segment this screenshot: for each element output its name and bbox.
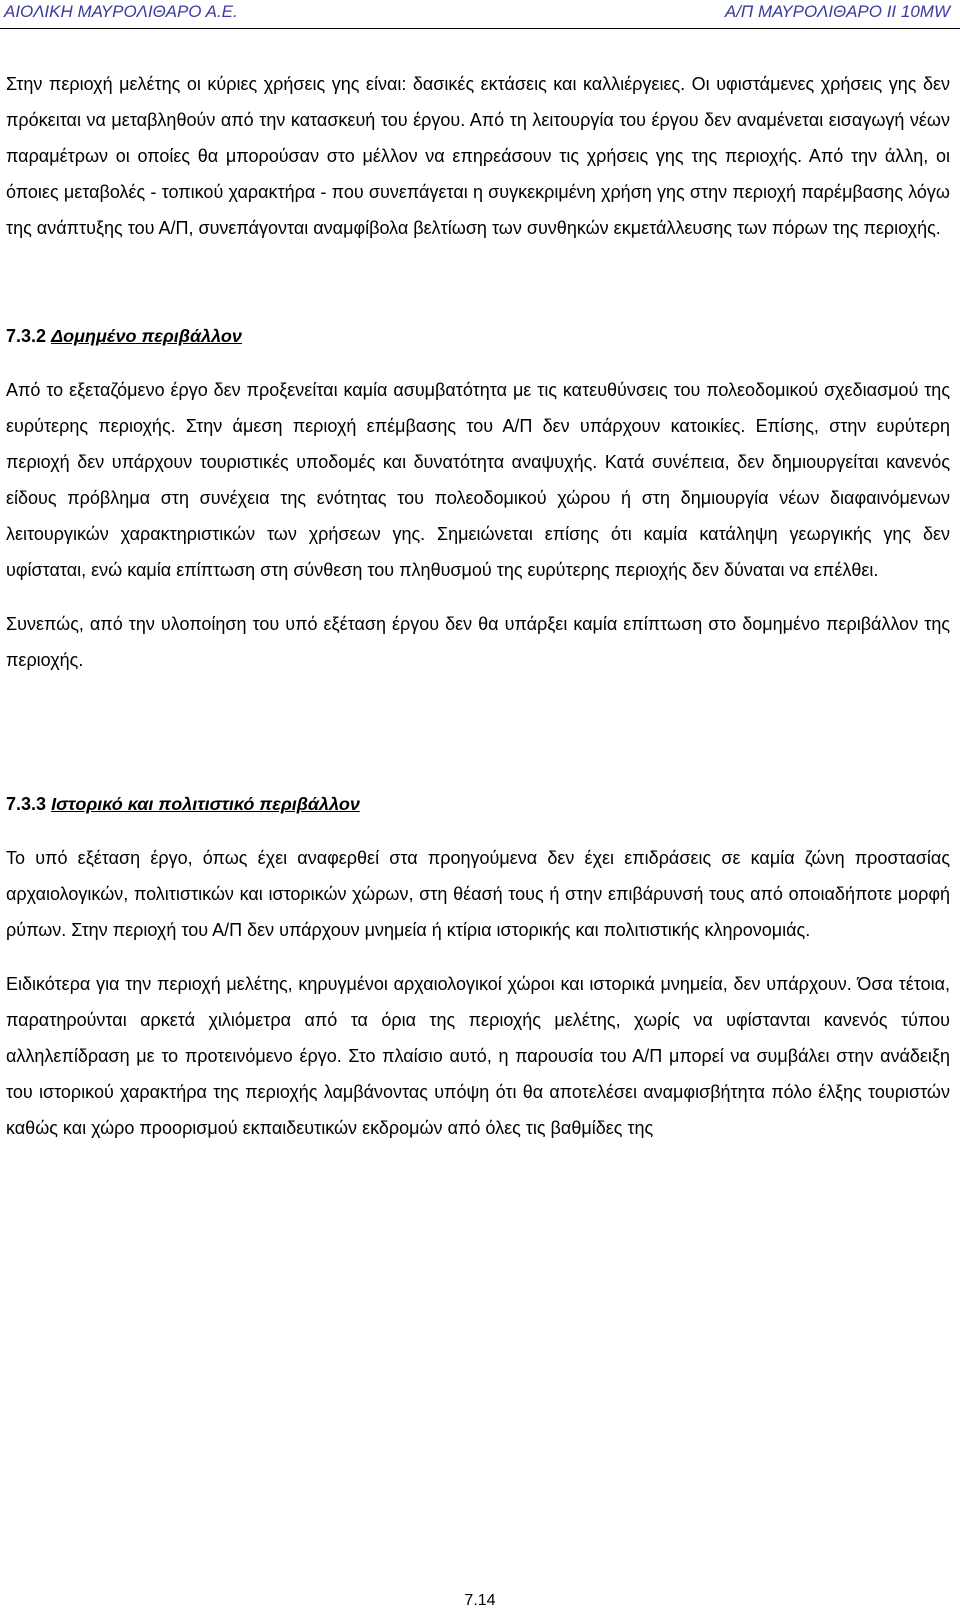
page-header: [0, 2, 960, 29]
section-number: 7.3.3: [6, 794, 47, 814]
section-heading-7-3-3: [6, 786, 950, 822]
page-number: 7.14: [464, 1592, 496, 1609]
paragraph-conclusion: Συνεπώς, από την υλοποίηση του υπό εξέταση έργου δεν θα υπάρξει καμία επίπτωση στο δομημένο περιβάλλον της περιοχής.: [6, 614, 950, 670]
paragraph-built-environment: Από το εξεταζόμενο έργο δεν προξενείται καμία ασυμβατότητα με τις κατευθύνσεις του πολεοδομικού σχεδιασμού της ευρύτερης περιοχής. Στην άμεση περιοχή επέμβασης του Α/Π δεν υπάρχουν κατοικίες. Επίσης, στην ευρύτερη περιοχή δεν υπάρχουν τουριστικές υποδομές και δυνατότητα αναψυχής. Κατά συνέπεια, δεν δημιουργείται κανενός είδους πρόβλημα στη συνέχεια της ενότητας του πολεοδομικού χώρου ή στη δημιουργία νέων διαφαινόμενων λειτουργικών χαρακτηριστικών των χρήσεων γης. Σημειώνεται επίσης ότι καμία κατάληψη γεωργικής γης δεν υφίσταται, ενώ καμία επίπτωση στη σύνθεση του πληθυσμού της ευρύτερης περιοχής δεν δύναται να επέλθει.: [6, 380, 950, 580]
section-heading-7-3-2: [6, 318, 950, 354]
header-project: Α/Π ΜΑΥΡΟΛΙΘΑΡΟ ΙΙ 10MW: [724, 2, 950, 21]
paragraph-land-use: Στην περιοχή μελέτης οι κύριες χρήσεις γης είναι: δασικές εκτάσεις και καλλιέργειες. Οι υφιστάμενες χρήσεις γης δεν πρόκειται να μεταβληθούν από την κατασκευή του έργου. Από τη λειτουργία του έργου δεν αναμένεται εισαγωγή νέων παραμέτρων οι οποίες θα μπορούσαν στο μέλλον να επηρεάσουν τις χρήσεις γης της περιοχής. Από την άλλη, οι όποιες μεταβολές - τοπικού χαρακτήρα - που συνεπάγεται η συγκεκριμένη χρήση γης στην περιοχή παρέμβασης λόγω της ανάπτυξης του Α/Π, συνεπάγονται αναμφίβολα βελτίωση των συνθηκών εκμετάλλευσης των πόρων της περιοχής.: [6, 74, 950, 238]
document-body: [6, 66, 950, 1146]
section-number: 7.3.2: [6, 326, 47, 346]
paragraph-cultural-heritage: Το υπό εξέταση έργο, όπως έχει αναφερθεί στα προηγούμενα δεν έχει επιδράσεις σε καμία ζώνη προστασίας αρχαιολογικών, πολιτιστικών και ιστορικών χώρων, στη θέασή τους ή στην επιβάρυνσή τους από οποιαδήποτε μορφή ρύπων. Στην περιοχή του Α/Π δεν υπάρχουν μνημεία ή κτίρια ιστορικής και πολιτιστικής κληρονομιάς.: [6, 848, 950, 940]
paragraph-archaeological-sites: Ειδικότερα για την περιοχή μελέτης, κηρυγμένοι αρχαιολογικοί χώροι και ιστορικά μνημεία, δεν υπάρχουν. Όσα τέτοια, παρατηρούνται αρκετά χιλιόμετρα από τα όρια της περιοχής μελέτης, χωρίς να υφίστανται κανενός τύπου αλληλεπίδραση με το προτεινόμενο έργο. Στο πλαίσιο αυτό, η παρουσία του Α/Π μπορεί να συμβάλει στην ανάδειξη του ιστορικού χαρακτήρα της περιοχής λαμβάνοντας υπόψη ότι θα αποτελέσει αναμφισβήτητα πόλο έλξης τουριστών καθώς και χώρο προορισμού εκπαιδευτικών εκδρομών από όλες τις βαθμίδες της: [6, 974, 950, 1138]
header-company: ΑΙΟΛΙΚΗ ΜΑΥΡΟΛΙΘΑΡΟ Α.Ε.: [4, 2, 238, 21]
section-title: Ιστορικό και πολιτιστικό περιβάλλον: [51, 794, 360, 814]
section-title: Δομημένο περιβάλλον: [51, 326, 242, 346]
